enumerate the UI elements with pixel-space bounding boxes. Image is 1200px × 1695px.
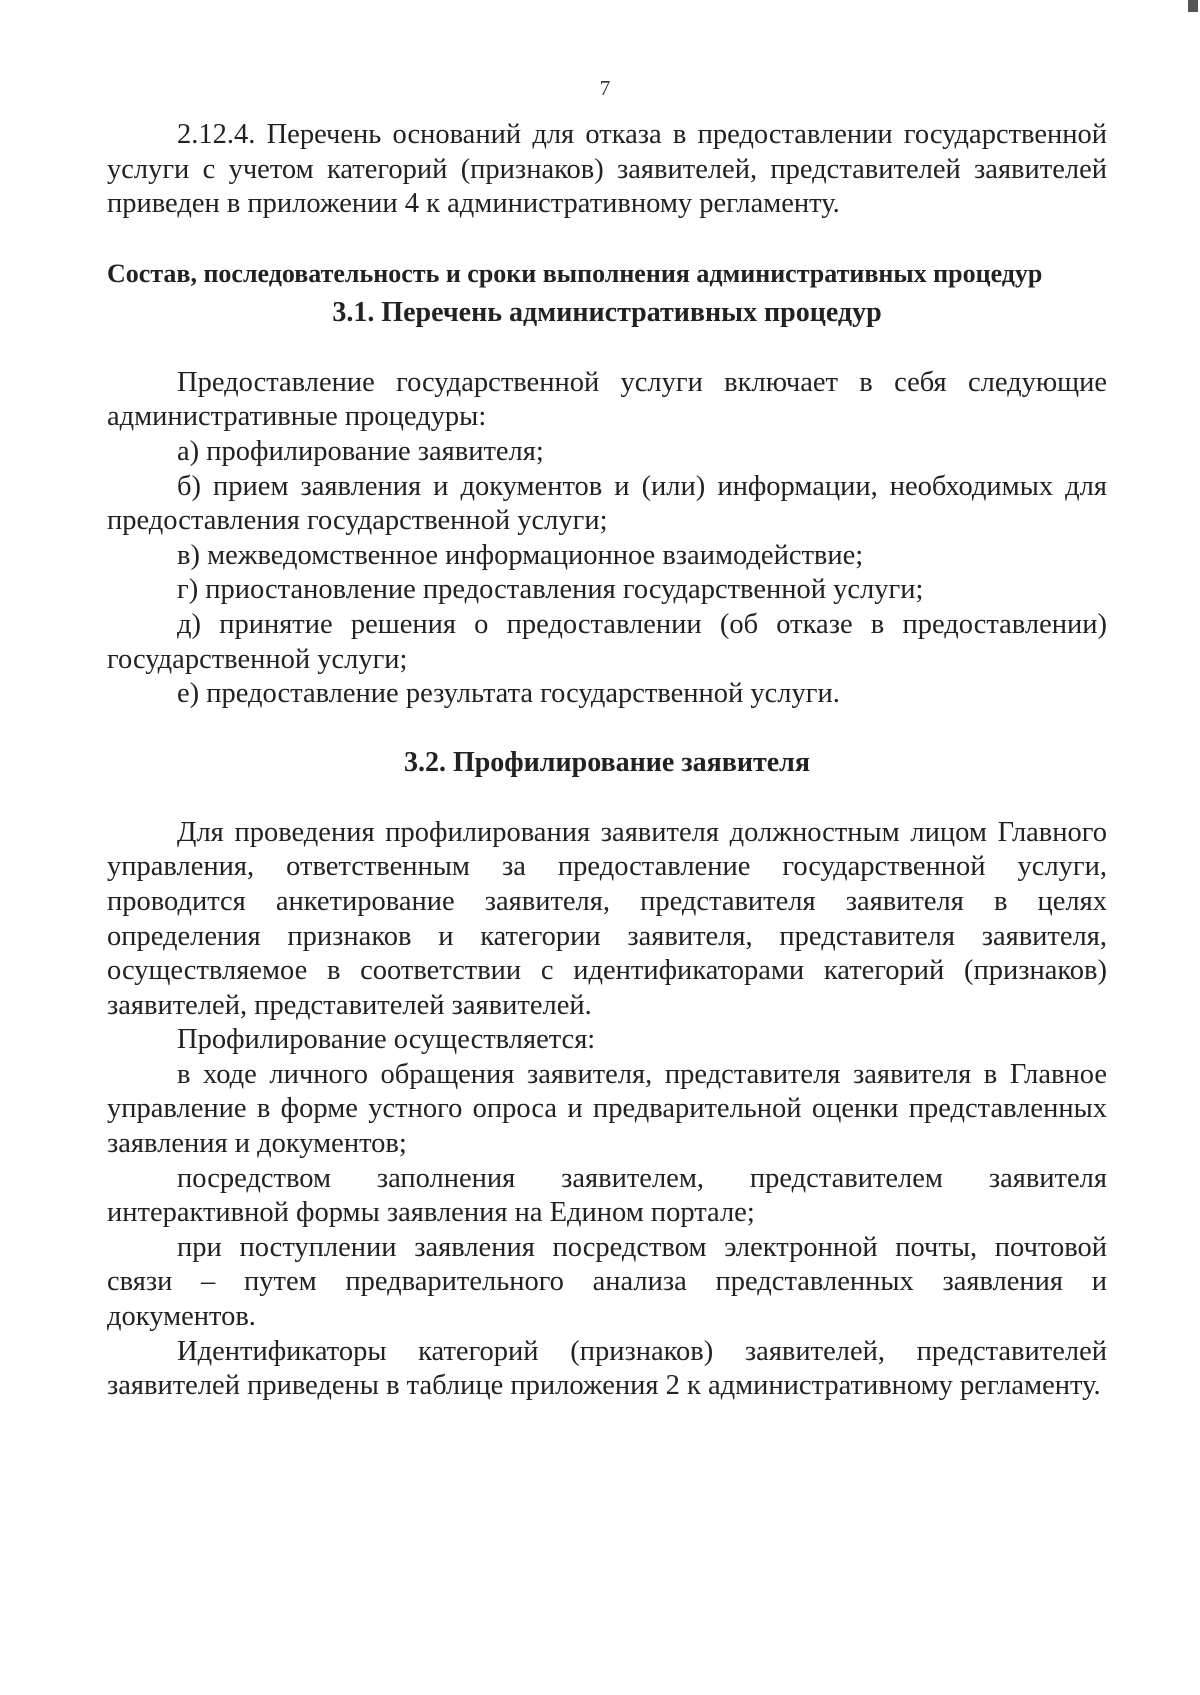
- section-3-2-paragraph: при поступлении заявления посредством электронной почты, почтовой связи – путем предварительного анализа представленных заявления и документов.: [107, 1231, 1107, 1333]
- section-3-2-paragraph: Для проведения профилирования заявителя должностным лицом Главного управления, ответственным за предоставление государственной услуги, проводится анкетирование заявителя, представителя заявителя в целях определения признаков и категории заявителя, представителя заявителя, осуществляемое в соответствии с идентификаторами категорий (признаков) заявителей, представителей заявителей.: [107, 816, 1107, 1021]
- spacer: [107, 222, 1107, 258]
- procedure-item-v: в) межведомственное информационное взаимодействие;: [177, 539, 864, 571]
- procedure-item-b: б) прием заявления и документов и (или) информации, необходимых для предоставления государственной услуги;: [107, 470, 1107, 537]
- section-3-2-paragraph: посредством заполнения заявителем, представителем заявителя интерактивной формы заявления на Едином портале;: [107, 1162, 1107, 1229]
- spacer: [107, 330, 1107, 366]
- procedure-item-g: г) приостановление предоставления государственной услуги;: [177, 574, 924, 606]
- scan-artifact: [1188, 0, 1198, 12]
- procedure-item-e: е) предоставление результата государственной услуги.: [177, 678, 840, 710]
- paragraph-2-12-4: 2.12.4. Перечень оснований для отказа в предоставлении государственной услуги с учетом категорий (признаков) заявителей, представителей заявителей приведен в приложении 4 к административному регламенту.: [107, 119, 1107, 220]
- section-3-2-paragraph: Идентификаторы категорий (признаков) заявителей, представителей заявителей приведены в таблице приложения 2 к административному регламенту.: [107, 1335, 1107, 1402]
- section-heading: Состав, последовательность и сроки выполнения административных процедур: [107, 258, 1043, 288]
- procedure-item-a: а) профилирование заявителя;: [177, 435, 544, 467]
- document-body: [107, 118, 1107, 1404]
- section-3-2-title: 3.2. Профилирование заявителя: [403, 746, 811, 778]
- spacer: [107, 712, 1107, 746]
- section-3-1-intro: Предоставление государственной услуги включает в себя следующие административные процедуры:: [107, 366, 1107, 433]
- procedure-item-d: д) принятие решения о предоставлении (об отказе в предоставлении) государственной услуги;: [107, 608, 1107, 675]
- section-3-1-title: 3.1. Перечень административных процедур: [332, 296, 882, 328]
- section-3-2-paragraph: в ходе личного обращения заявителя, представителя заявителя в Главное управление в форме устного опроса и предварительной оценки представленных заявления и документов;: [107, 1058, 1107, 1160]
- section-3-2-paragraph: Профилирование осуществляется:: [177, 1024, 596, 1056]
- page-number: 7: [599, 76, 611, 100]
- spacer: [107, 780, 1107, 816]
